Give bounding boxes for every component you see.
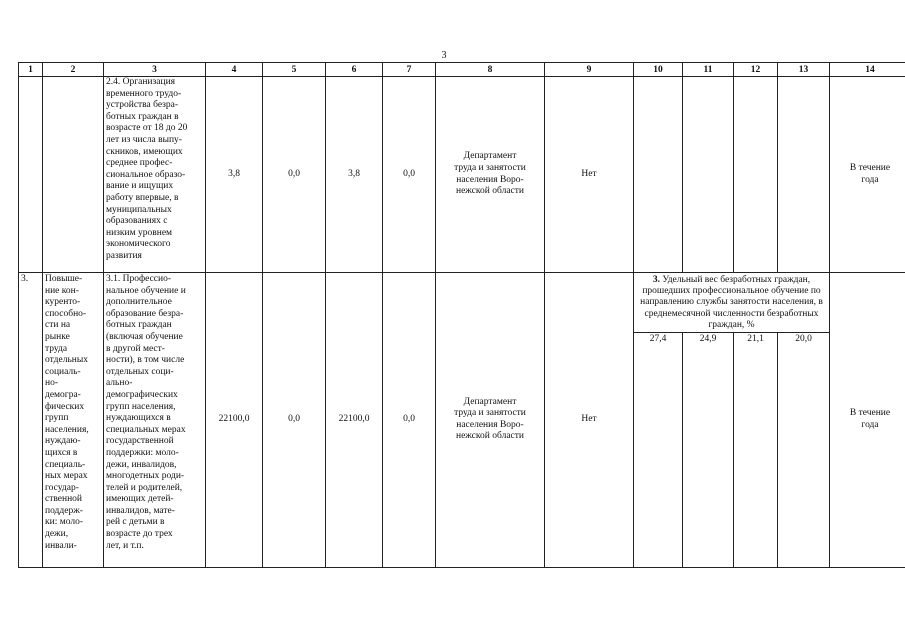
row-number-cell: 3. xyxy=(19,273,43,568)
indicator-value-2020: 20,0 xyxy=(778,333,830,348)
deadline-cell: В течение года xyxy=(830,273,905,568)
column-number: 7 xyxy=(383,63,436,77)
column-number: 10 xyxy=(634,63,683,77)
federal-funding-cell: 0,0 xyxy=(263,273,326,568)
page-number: 3 xyxy=(441,50,447,61)
indicator-value-2017: 27,4 xyxy=(634,333,683,348)
indicator-value-cell xyxy=(683,77,734,273)
column-number: 13 xyxy=(778,63,830,77)
task-cell: Повыше- ние кон- куренто- способно- сти на рынке труда отдельных социаль- но- демогра- фических групп населения, нуждаю- щихся в специаль- ных мерах государ- ственной поддерж- ки: моло- дежи, инвали- xyxy=(43,273,104,568)
indicator-title-cell xyxy=(634,273,830,333)
extra-need-cell: Нет xyxy=(545,273,634,568)
column-number: 5 xyxy=(263,63,326,77)
deadline-cell: В течение года xyxy=(830,77,905,273)
column-number: 9 xyxy=(545,63,634,77)
regional-funding-cell: 3,8 xyxy=(326,77,383,273)
indicator-value-cell xyxy=(778,77,830,273)
indicator-value-2019: 21,1 xyxy=(734,333,778,348)
indicator-value-cell xyxy=(683,347,734,567)
column-number: 2 xyxy=(43,63,104,77)
column-number: 4 xyxy=(206,63,263,77)
column-number: 1 xyxy=(19,63,43,77)
column-number: 6 xyxy=(326,63,383,77)
column-number: 12 xyxy=(734,63,778,77)
indicator-value-cell xyxy=(778,347,830,567)
indicator-value-2018: 24,9 xyxy=(683,333,734,348)
executor-cell: Департамент труда и занятости населения Воро- нежской области xyxy=(436,273,545,568)
row-number-cell xyxy=(19,77,43,273)
local-funding-cell: 0,0 xyxy=(383,77,436,273)
indicator-number: 3. xyxy=(652,275,660,285)
indicator-value-cell xyxy=(634,77,683,273)
column-numbers-row xyxy=(19,63,905,77)
activity-cell: 3.1. Профессио- нальное обучение и дополнительное образование безра- ботных граждан (включая обучение в другой мест- ности), в том числе отдельных соци- ально- демографических групп населения, нуждающихся в специальных мерах государственной поддержки: моло- дежи, инвалидов, многодетных роди- телей и родителей, имеющих детей- инвалидов, мате- рей с детьми в возрасте до трех лет, и т.п. xyxy=(104,273,206,568)
total-funding-cell: 22100,0 xyxy=(206,273,263,568)
column-number: 14 xyxy=(830,63,905,77)
indicator-value-cell xyxy=(734,77,778,273)
total-funding-cell: 3,8 xyxy=(206,77,263,273)
regional-funding-cell: 22100,0 xyxy=(326,273,383,568)
column-number: 3 xyxy=(104,63,206,77)
activity-cell: 2.4. Организация временного трудо- устройства безра- ботных граждан в возрасте от 18 до 20 лет из числа выпу- скников, имеющих среднее профес- сиональное образо- вание и ищущих работу впервые, в муниципальных образованиях с низким уровнем экономического развития xyxy=(104,77,206,273)
column-number: 8 xyxy=(436,63,545,77)
executor-cell: Департамент труда и занятости населения Воро- нежской области xyxy=(436,77,545,273)
table-row xyxy=(19,77,905,273)
indicator-title: Удельный вес безработных граждан, прошедших профессиональное обучение по направлению службы занятости населения, в среднемесячной численности безработных граждан, % xyxy=(640,275,823,330)
federal-funding-cell: 0,0 xyxy=(263,77,326,273)
program-activities-table xyxy=(18,62,905,568)
indicator-value-cell xyxy=(634,347,683,567)
column-number: 11 xyxy=(683,63,734,77)
task-cell xyxy=(43,77,104,273)
local-funding-cell: 0,0 xyxy=(383,273,436,568)
indicator-value-cell xyxy=(734,347,778,567)
extra-need-cell: Нет xyxy=(545,77,634,273)
table-row xyxy=(19,273,905,333)
